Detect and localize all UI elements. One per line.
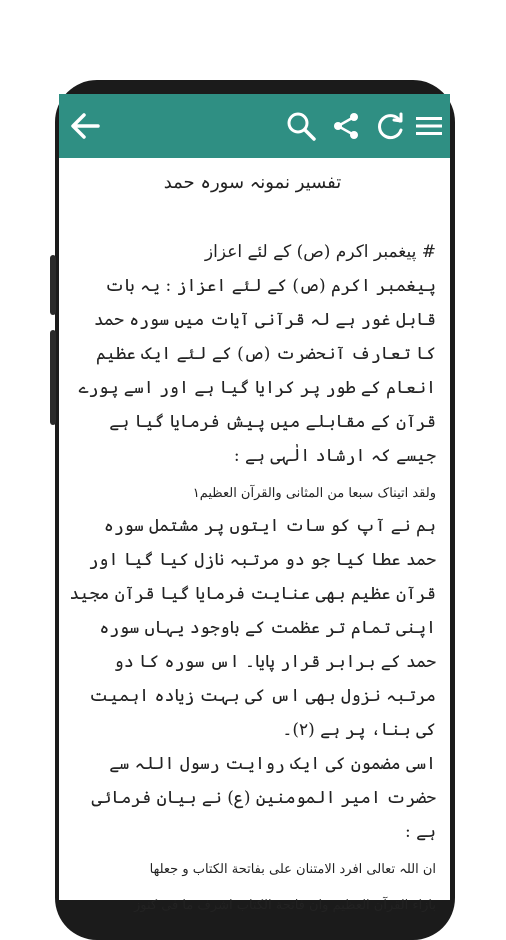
arabic-hadith: بازاء القرآن العظیم وان فاتحة الکتاب اشرف ما فی کنوز (133, 898, 436, 913)
arrow-left-icon[interactable] (65, 106, 105, 146)
article-paragraph: اسی مضمون کی ایک روایت رسول اللہ سے حضرت امیر المومنین (ع) نے بیان فرمائی ہے : (91, 754, 436, 842)
app-screen (59, 94, 450, 913)
article-content (59, 158, 450, 913)
phone-power-button (50, 330, 56, 425)
arabic-verse: ولقد اتیناک سبعا من المثانی والقرآن العظیم۱ (192, 486, 436, 501)
share-icon[interactable] (326, 106, 366, 146)
article-paragraph: پیغمبر اکرم (ص) کے لئے اعزاز : یہ بات قابل غور ہے لہ قرآنی آیات میں سورہ حمد کا تعارف آنحضرت (ص) کے لئے ایک عظیم انعام کے طور پر کرایا گیا ہے اور اسے پورے قرآن کے مقابلے میں پیش فرمایا گیا ہے جیسے کہ ارشاد الٰہی ہے : (78, 276, 436, 466)
refresh-icon[interactable] (370, 106, 410, 146)
article-title: تفسیر نمونہ سورہ حمد (163, 172, 342, 193)
section-heading: # پیغمبر اکرم (ص) کے لئے اعزاز (204, 242, 436, 262)
phone-volume-button (50, 255, 56, 315)
search-icon[interactable] (281, 106, 321, 146)
menu-icon[interactable] (414, 106, 444, 146)
app-bar (59, 94, 450, 158)
arabic-hadith: ان اللہ تعالی افرد الامتنان علی بفاتحة الکتاب و جعلها (149, 862, 436, 877)
article-paragraph: ہم نے آپ کو سات ایتوں پر مشتمل سورہ حمد عطا کیا جو دو مرتبہ نازل کیا گیا اور قرآن عظیم بھی عنایت فرمایا گیا قرآن مجید اپنی تمام تر عظمت کے باوجود یہاں سورہ حمد کے برابر قرار پایا۔ اس سورہ کا دو مرتبہ نزول بھی اس کی بہت زیادہ اہمیت کی بنا، پر ہے (۲)۔ (69, 516, 436, 740)
